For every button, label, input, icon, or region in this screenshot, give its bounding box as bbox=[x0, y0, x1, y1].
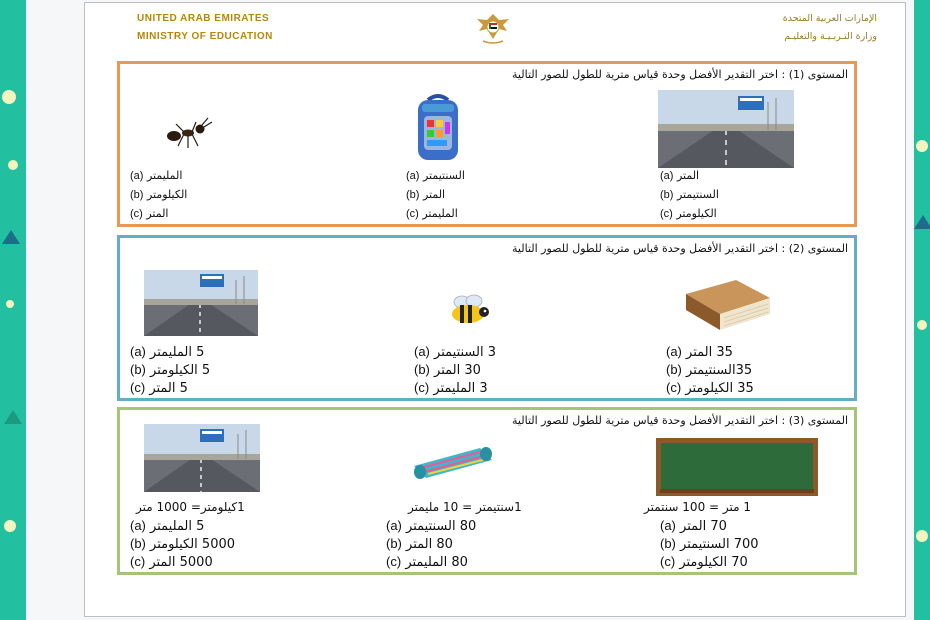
level-1-q3-option-c: (c) الكيلومتر bbox=[660, 207, 717, 220]
highway-icon bbox=[658, 90, 794, 168]
level-1-q2-option-b: (b) المتر bbox=[406, 188, 446, 201]
level-3-q1-equation: 1كيلومتر= 1000 متر bbox=[136, 500, 245, 514]
level-1-title: المستوى (1) : اختر التقدير الأفضل وحدة قياس مترية للطول للصور التالية bbox=[512, 68, 848, 81]
level-3-q3-option-a: (a) 70 المتر bbox=[660, 518, 727, 534]
level-2-q2-option-c: (c) 3 المليمتر bbox=[414, 380, 488, 396]
level-2-q1-option-c: (c) 5 المتر bbox=[130, 380, 188, 396]
highway-icon bbox=[144, 270, 258, 336]
level-1-q1-option-b: (b) الكيلومتر bbox=[130, 188, 188, 201]
level-2-q3-option-c: (c) 35 الكيلومتر bbox=[666, 380, 754, 396]
header-ministry-en: MINISTRY OF EDUCATION bbox=[137, 31, 273, 42]
decor-dot bbox=[6, 300, 14, 308]
level-3-q2-option-c: (c) 80 المليمتر bbox=[386, 554, 468, 570]
level-2-title: المستوى (2) : اختر التقدير الأفضل وحدة قياس مترية للطول للصور التالية bbox=[512, 242, 848, 255]
level-3-q2-option-a: (a) 80 السنتيمتر bbox=[386, 518, 477, 534]
level-2-q1-option-b: (b) 5 الكيلومتر bbox=[130, 362, 211, 378]
decor-dot bbox=[917, 320, 927, 330]
header-country-ar: الإمارات العربية المتحدة bbox=[782, 13, 877, 24]
book-icon bbox=[680, 276, 774, 334]
paper-background bbox=[26, 0, 914, 620]
level-3-q3-option-c: (c) 70 الكيلومتر bbox=[660, 554, 748, 570]
highway-icon bbox=[144, 424, 260, 492]
left-decorative-band bbox=[0, 0, 26, 620]
bee-icon bbox=[446, 294, 494, 326]
decor-dot bbox=[4, 520, 16, 532]
header-country-en: UNITED ARAB EMIRATES bbox=[137, 13, 270, 24]
level-1-q1-option-a: (a) المليمتر bbox=[130, 169, 183, 182]
decor-triangle bbox=[4, 410, 22, 424]
level-3-title: المستوى (3) : اختر التقدير الأفضل وحدة قياس مترية للطول للصور التالية bbox=[512, 414, 848, 427]
level-2-q1-option-a: (a) 5 المليمتر bbox=[130, 344, 205, 360]
decor-dot bbox=[916, 140, 928, 152]
level-3-q1-option-c: (c) 5000 المتر bbox=[130, 554, 213, 570]
level-3-q2-option-b: (b) 80 المتر bbox=[386, 536, 453, 552]
backpack-icon bbox=[412, 92, 464, 164]
right-decorative-band bbox=[914, 0, 930, 620]
decor-triangle bbox=[2, 230, 20, 244]
level-2-q2-option-b: (b) 30 المتر bbox=[414, 362, 481, 378]
decor-dot bbox=[916, 530, 928, 542]
worksheet bbox=[84, 2, 906, 617]
ant-icon bbox=[162, 112, 218, 152]
chalkboard-icon bbox=[656, 438, 818, 496]
uae-emblem-icon bbox=[473, 11, 513, 45]
level-1-q1-option-c: (c) المتر bbox=[130, 207, 169, 220]
level-3-q3-equation: 1 متر = 100 سنتمتر bbox=[644, 500, 752, 514]
level-1-q3-option-b: (b) السنتيمتر bbox=[660, 188, 719, 201]
level-2-q3-option-b: (b) 35السنتيمتر bbox=[666, 362, 753, 378]
level-3-section bbox=[117, 407, 857, 575]
level-1-q3-option-a: (a) المتر bbox=[660, 169, 700, 182]
decor-dot bbox=[2, 90, 16, 104]
header-ministry-ar: وزارة التـربـيـة والتعليـم bbox=[784, 31, 877, 42]
level-2-q2-option-a: (a) 3 السنتيمتر bbox=[414, 344, 496, 360]
level-1-q2-option-a: (a) السنتيمتر bbox=[406, 169, 465, 182]
decor-dot bbox=[8, 160, 18, 170]
level-3-q1-option-b: (b) 5000 الكيلومتر bbox=[130, 536, 236, 552]
level-1-section bbox=[117, 61, 857, 227]
level-2-section bbox=[117, 235, 857, 401]
level-2-q3-option-a: (a) 35 المتر bbox=[666, 344, 733, 360]
level-3-q2-equation: 1سنتيمتر = 10 مليمتر bbox=[408, 500, 522, 514]
level-3-q1-option-a: (a) 5 المليمتر bbox=[130, 518, 205, 534]
candy-roll-icon bbox=[410, 446, 496, 480]
level-3-q3-option-b: (b) 700 السنتيمتر bbox=[660, 536, 759, 552]
decor-triangle bbox=[914, 215, 930, 229]
level-1-q2-option-c: (c) المليمتر bbox=[406, 207, 458, 220]
